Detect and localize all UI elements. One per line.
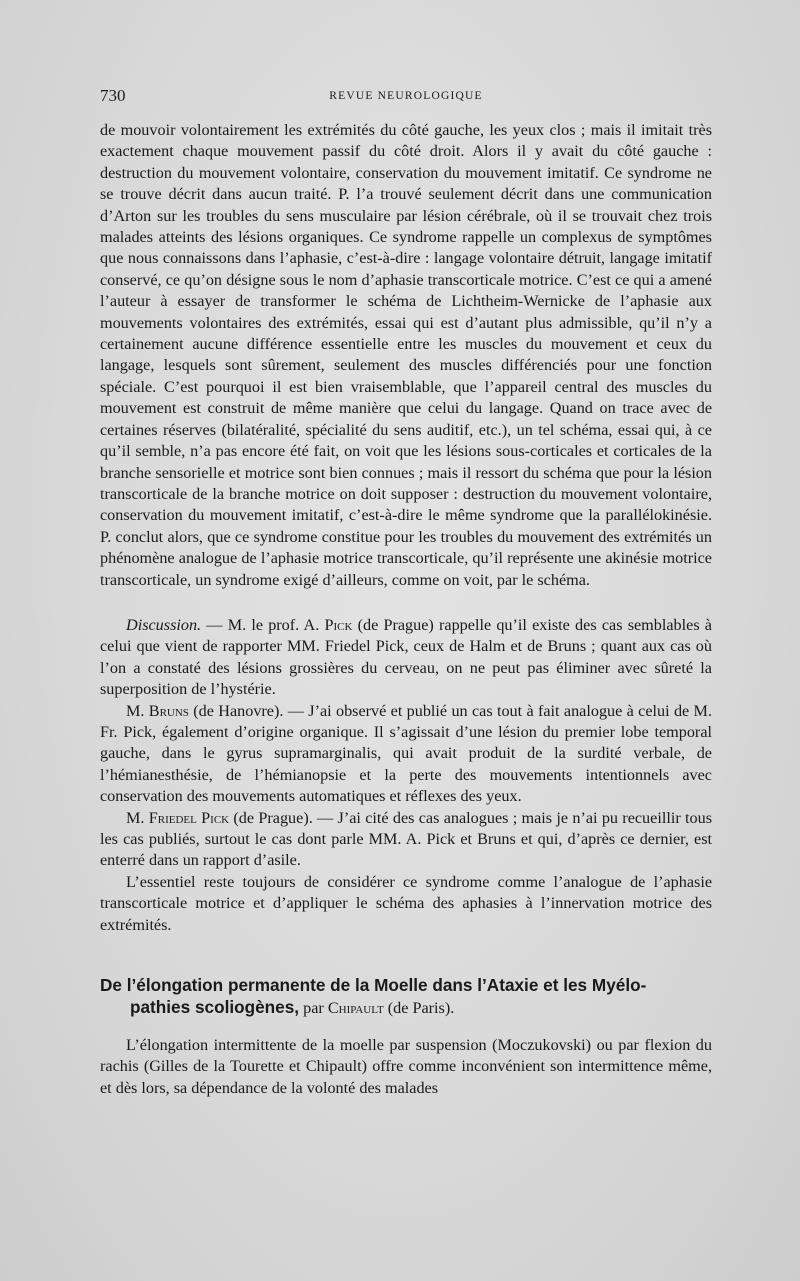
- paragraph-conclusion: L’essentiel reste toujours de considérer ce syndrome comme l’analogue de l’aphasie transcorticale motrice et d’appliquer le schéma des aphasies à l’innervation motrice des extrémités.: [100, 872, 712, 934]
- author-suffix: (de Paris).: [383, 999, 455, 1018]
- paragraph-text: (de Hanovre). — J’ai observé et publié un cas tout à fait analogue à celui de M. Fr. Pick, également d’origine organique. Il s’agissait d’une lésion du premier lobe temporal gauche, dans le gyrus supramarginalis, qui avait produit de la surdité verbale, de l’hémianesthésie, de l’hémianopsie et la perte des mouvements intentionnels avec conservation des mouvements automatiques et réflexes des yeux.: [100, 701, 712, 806]
- speaker-prefix: M.: [126, 808, 149, 827]
- paragraph-1: de mouvoir volontairement les extrémités du côté gauche, les yeux clos ; mais il imitait très exactement chaque mouvement passif du côté droit. Alors il y avait du côté gauche : destruction du mouvement volontaire, conservation du mouvement imitatif. Ce syndrome ne se trouve décrit dans aucun traité. P. l’a trouvé seulement décrit dans une communication d’Arton sur les troubles du sens musculaire par lésion cérébrale, où il se trouvait chez trois malades atteints des lésions organiques. Ce syndrome rappelle un complexus de symptômes que nous connaissons dans l’aphasie, c’est-à-dire : langage volontaire détruit, langage imitatif conservé, ce qu’on désigne sous le nom d’aphasie transcorticale motrice. C’est ce qui a amené l’auteur à essayer de transformer le schéma de Lichtheim-Wernicke de l’aphasie aux mouvements volontaires des extrémités, essai qui est d’autant plus admissible, qu’il n’y a certainement aucune différence essentielle entre les muscles du mouvement et ceux du langage, lesquels sont sûrement, seulement des muscles différenciés pour une fonction spéciale. C’est pourquoi il est bien vraisemblable, que l’appareil central des muscles du mouvement est construit de même manière que celui du langage. Quand on trace avec de certaines réserves (bilatéralité, spécialité du sens auditif, etc.), un tel schéma, essai qui, à ce qu’il semble, n’a pas encore été fait, on voit que les lésions sous-corticales et corticales de la branche sensorielle et motrice sont bien connues ; mais il ressort du schéma que pour la lésion transcorticale de la branche motrice on doit supposer : destruction du mouvement volontaire, conservation du mouvement imitatif, c’est-à-dire le même syndrome que la parallélokinésie. P. conclut alors, que ce syndrome constitue pour les troubles du mouvement des extrémités un phénomène analogue de l’aphasie motrice transcorticale, qu’il représente une akinésie motrice transcorticale, un syndrome exigé d’ailleurs, comme on voit, par le schéma.: [100, 121, 712, 589]
- discussion-text: (de Prague) rappelle qu’il existe des cas semblables à celui que vient de rapporter MM. Friedel Pick, ceux de Halm et de Bruns ; quant aux cas où l’on a constaté des lésions grossières du cerveau, on ne peut pas éliminer avec sûreté la superposition de l’hystérie.: [100, 615, 712, 699]
- paragraph-gap: [100, 1019, 712, 1035]
- page-number: 730: [100, 86, 126, 105]
- paragraph-discussion-pick: [100, 615, 712, 701]
- page-header: [100, 86, 712, 110]
- paragraph-text: (de Prague). — J’ai cité des cas analogues ; mais je n’ai pu recueillir tous les cas publiés, surtout le cas dont parle MM. A. Pick et Bruns et qui, d’après ce dernier, est enterré dans un rapport d’asile.: [100, 808, 712, 870]
- paragraph-bruns: [100, 701, 712, 808]
- running-head: REVUE NEUROLOGIQUE: [329, 90, 483, 102]
- discussion-lead: — M. le prof. A.: [201, 615, 325, 634]
- section-title-block: [100, 974, 712, 1019]
- author-name: Chipault: [327, 999, 384, 1018]
- section-title-cont: pathies scoliogènes,: [130, 997, 300, 1018]
- speaker-name: Bruns: [148, 701, 189, 720]
- discussion-label: Discussion.: [126, 615, 202, 634]
- body-text: [100, 120, 712, 1099]
- speaker-name: Friedel Pick: [148, 808, 230, 827]
- paragraph-gap: [100, 591, 712, 615]
- speaker-prefix: M.: [126, 701, 149, 720]
- section-title-line2: [100, 996, 712, 1019]
- author-prefix: par: [299, 999, 328, 1018]
- speaker-name: Pick: [324, 615, 353, 634]
- paragraph-elongation: L’élongation intermittente de la moelle par suspension (Moczukovski) ou par flexion du rachis (Gilles de la Tourette et Chipault) offre comme inconvénient son intermittence même, et dès lors, sa dépendance de la volonté des malades: [100, 1036, 712, 1097]
- section-title: De l’élongation permanente de la Moelle dans l’Ataxie et les Myélo-: [100, 975, 647, 996]
- paragraph-friedel-pick: [100, 808, 712, 872]
